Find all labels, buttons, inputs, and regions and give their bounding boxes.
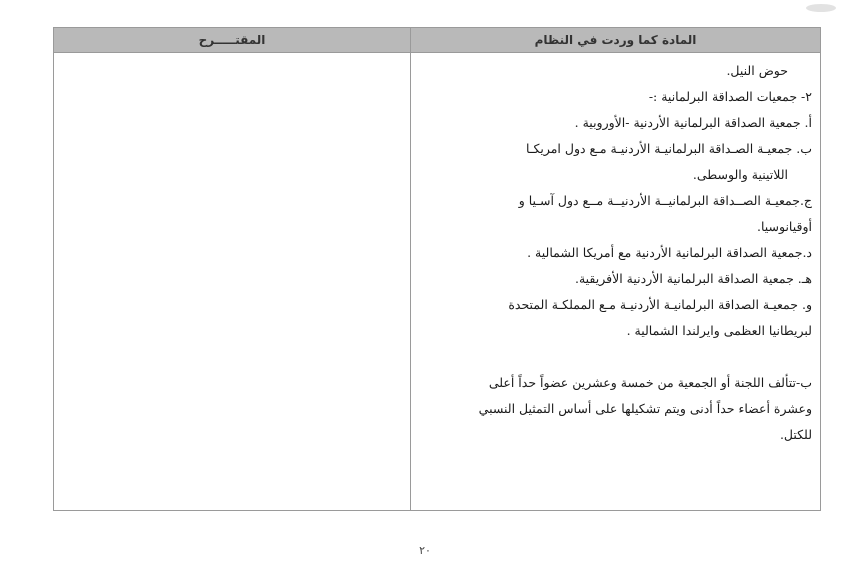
- text-line: أ. جمعية الصداقة البرلمانية الأردنية -الأوروبية .: [574, 115, 812, 130]
- original-article-header: المادة كما وردت في النظام: [411, 28, 820, 53]
- page-number: ٢٠: [419, 544, 431, 557]
- text-line: للكتل.: [779, 427, 812, 442]
- text-line: ج.جمعيـة الصــداقة البرلمانيــة الأردنيــة مــع دول آسـيا و: [518, 193, 812, 208]
- proposal-header: المقتـــــرح: [54, 28, 410, 53]
- text-line: اللاتينية والوسطى.: [692, 167, 788, 182]
- text-line: حوض النيل.: [726, 63, 788, 78]
- text-line: و. جمعيـة الصداقة البرلمانيـة الأردنيـة مـع المملكـة المتحدة: [508, 297, 812, 312]
- text-line: أوقيانوسيا.: [756, 219, 812, 234]
- original-article-column: [410, 28, 820, 510]
- text-line: ب-تتألف اللجنة أو الجمعية من خمسة وعشرين عضواً حداً أعلى: [488, 375, 812, 390]
- text-line: ب. جمعيـة الصـداقة البرلمانيـة الأردنيـة مـع دول امريكـا: [525, 141, 812, 156]
- original-article-text: [411, 53, 820, 448]
- text-line: د.جمعية الصداقة البرلمانية الأردنية مع أمريكا الشمالية .: [527, 245, 812, 260]
- text-line: هـ. جمعية الصداقة البرلمانية الأردنية الأفريقية.: [574, 271, 812, 286]
- proposal-column: [54, 28, 410, 510]
- text-line: لبريطانيا العظمى وايرلندا الشمالية .: [626, 323, 812, 338]
- text-line: وعشرة أعضاء حداً أدنى ويتم تشكيلها على أساس التمثيل النسبي: [478, 401, 812, 416]
- scan-smudge: [806, 4, 836, 12]
- comparison-table: [53, 27, 821, 511]
- text-line: ٢- جمعيات الصداقة البرلمانية :-: [648, 89, 812, 104]
